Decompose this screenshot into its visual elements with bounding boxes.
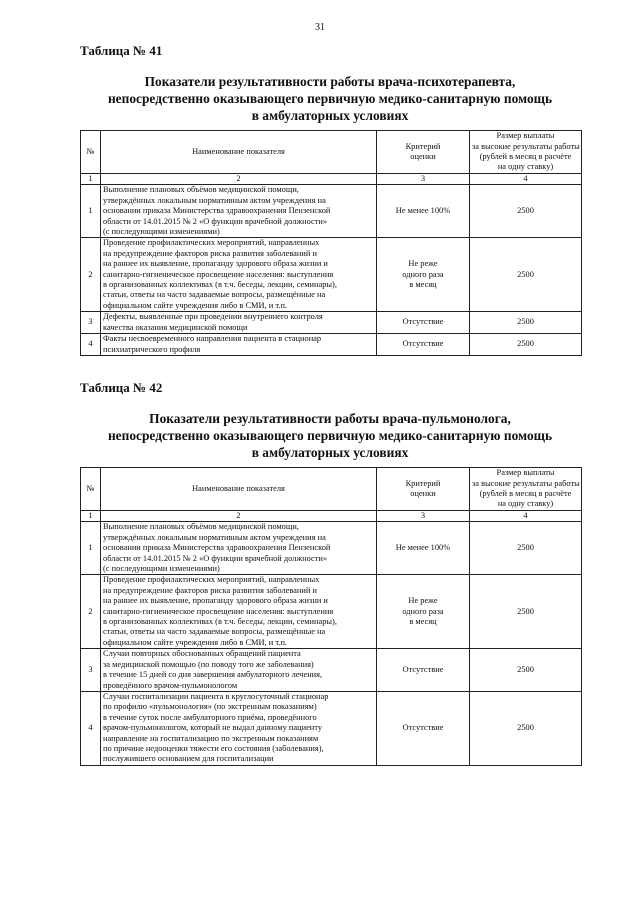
indicator-name-line: Случаи госпитализации пациента в круглосуточный стационар — [103, 691, 329, 701]
indicator-name — [101, 522, 377, 575]
table-title-line: непосредственно оказывающего первичную медико-санитарную помощь — [107, 428, 553, 443]
criterion — [377, 575, 470, 649]
column-number: 4 — [470, 511, 582, 522]
header-name: Наименование показателя — [101, 131, 377, 174]
table-label: Таблица № 41 — [80, 43, 163, 58]
header-criterion-line: Критерий — [405, 141, 441, 151]
criterion — [377, 691, 470, 765]
criterion — [377, 522, 470, 575]
header-criterion — [377, 468, 470, 511]
indicator-name-line: послужившего основанием для госпитализации — [103, 754, 274, 764]
header-criterion-line: оценки — [410, 152, 436, 161]
indicator-name — [101, 334, 377, 356]
row-number: 1 — [81, 185, 101, 238]
table-row — [81, 334, 582, 356]
criterion-line: Не реже — [408, 259, 438, 269]
column-number: 4 — [470, 174, 582, 185]
indicator-name-line: Случаи повторных обоснованных обращений пациента — [103, 649, 301, 659]
criterion — [377, 649, 470, 692]
header-payment-line: на одну ставку) — [497, 499, 554, 509]
header-name: Наименование показателя — [101, 468, 377, 511]
indicator-name — [101, 649, 377, 692]
criterion-line: Отсутствие — [402, 317, 444, 327]
indicator-name-line: психиатрического профиля — [103, 344, 201, 354]
column-number-row — [81, 174, 582, 185]
indicator-name-line: Выполнение плановых объёмов медицинской помощи, — [103, 185, 299, 195]
criterion-line: Не менее 100% — [395, 543, 451, 553]
indicator-name-line: официальном сайте учреждения либо в СМИ, и т.п. — [103, 300, 288, 310]
header-payment-line: на одну ставку) — [497, 162, 554, 172]
header-row — [81, 131, 582, 174]
column-number: 2 — [101, 174, 377, 185]
criterion-line: Не менее 100% — [395, 206, 451, 216]
payment-amount: 2500 — [470, 691, 582, 765]
criterion-line: в месяц — [409, 280, 437, 290]
indicator-name-line: проведённого врачом-пульмонологом — [103, 680, 238, 690]
indicator-name-line: Проведение профилактических мероприятий, направленных — [103, 575, 320, 585]
indicator-name-line: области от 14.01.2015 № 2 «О функции врачебной должности» — [103, 553, 328, 563]
indicator-name-line: по профилю «пульмонология» (по экстренным показаниям) — [103, 702, 317, 712]
criterion — [377, 312, 470, 334]
header-payment-line: Размер выплаты — [496, 468, 555, 478]
table-title — [80, 73, 580, 124]
indicator-name-line: основании приказа Министерства здравоохранения Пензенской — [103, 543, 331, 553]
criterion — [377, 185, 470, 238]
indicator-name — [101, 185, 377, 238]
column-number-row — [81, 511, 582, 522]
header-payment-line: за высокие результаты работы — [472, 478, 580, 488]
indicator-name-line: за медицинской помощью (по поводу того же заболевания) — [103, 659, 314, 669]
indicator-name-line: в течение 15 дней со дня завершения амбулаторного лечения, — [103, 670, 323, 680]
header-payment — [470, 468, 582, 511]
indicator-name — [101, 575, 377, 649]
row-number: 4 — [81, 334, 101, 356]
indicator-name-line: области от 14.01.2015 № 2 «О функции врачебной должности» — [103, 216, 328, 226]
indicator-name-line: врачом-пульмонологом, который не выдал данному пациенту — [103, 723, 323, 733]
table-label: Таблица № 42 — [80, 380, 163, 395]
indicator-name-line: статьи, ответы на часто задаваемые вопросы, размещённые на — [103, 627, 326, 637]
header-row — [81, 468, 582, 511]
indicator-name-line: основании приказа Министерства здравоохранения Пензенской — [103, 206, 331, 216]
indicator-name-line: на предупреждение факторов риска развития заболеваний и — [103, 248, 317, 258]
table-title-line: в амбулаторных условиях — [251, 108, 409, 123]
table-row — [81, 238, 582, 312]
header-num: № — [81, 468, 101, 511]
payment-amount: 2500 — [470, 238, 582, 312]
indicator-name-line: в течение суток после амбулаторного приёма, проведённого — [103, 712, 317, 722]
table-row — [81, 691, 582, 765]
indicator-name-line: Выполнение плановых объёмов медицинской помощи, — [103, 522, 299, 532]
payment-amount: 2500 — [470, 312, 582, 334]
header-payment — [470, 131, 582, 174]
payment-amount: 2500 — [470, 185, 582, 238]
indicator-name-line: Дефекты, выявленные при проведении внутреннего контроля — [103, 312, 323, 322]
payment-amount: 2500 — [470, 575, 582, 649]
column-number: 3 — [377, 174, 470, 185]
indicator-name-line: на раннее их выявление, пропаганду здорового образа жизни и — [103, 259, 328, 269]
column-number: 2 — [101, 511, 377, 522]
indicator-name-line: официальном сайте учреждения либо в СМИ, и т.п. — [103, 637, 288, 647]
indicator-name-line: санитарно-гигиеническое просвещение населения: выступления — [103, 606, 334, 616]
criterion — [377, 238, 470, 312]
payment-amount: 2500 — [470, 649, 582, 692]
column-number: 1 — [81, 511, 101, 522]
row-number: 3 — [81, 649, 101, 692]
indicator-name-line: направление на госпитализацию по экстренным показаниям — [103, 733, 319, 743]
indicator-name-line: в организованных коллективах (в т.ч. беседы, лекции, семинары), — [103, 617, 337, 627]
header-payment-line: Размер выплаты — [496, 131, 555, 141]
table-title-line: Показатели результативности работы врача-пульмонолога, — [149, 411, 511, 426]
indicators-table-41 — [80, 130, 582, 356]
indicator-name-line: Факты несвоевременного направления пациента в стационар — [103, 334, 322, 344]
indicator-name-line: Проведение профилактических мероприятий, направленных — [103, 238, 320, 248]
indicator-name-line: по причине недооценки тяжести его состояния (заболевания), — [103, 743, 324, 753]
criterion-line: Отсутствие — [402, 339, 444, 349]
indicators-table-42 — [80, 467, 582, 766]
header-payment-line: (рублей в месяц в расчёте — [479, 152, 572, 161]
table-row — [81, 312, 582, 334]
table-row — [81, 522, 582, 575]
table-row — [81, 649, 582, 692]
row-number: 2 — [81, 575, 101, 649]
criterion — [377, 334, 470, 356]
criterion-line: одного раза — [402, 606, 444, 616]
row-number: 4 — [81, 691, 101, 765]
indicator-name-line: (с последующими изменениями) — [103, 564, 220, 574]
header-num: № — [81, 131, 101, 174]
indicator-name — [101, 238, 377, 312]
table-row — [81, 185, 582, 238]
indicator-name-line: в организованных коллективах (в т.ч. беседы, лекции, семинары), — [103, 280, 337, 290]
indicator-name-line: утверждённых локальным нормативным актом учреждения на — [103, 532, 326, 542]
indicator-name-line: качества оказания медицинской помощи — [103, 322, 248, 332]
indicator-name-line: утверждённых локальным нормативным актом учреждения на — [103, 195, 326, 205]
page-number: 31 — [315, 22, 325, 33]
criterion-line: Отсутствие — [402, 723, 444, 733]
table-title — [80, 410, 580, 461]
header-payment-line: (рублей в месяц в расчёте — [479, 489, 572, 498]
indicator-name — [101, 312, 377, 334]
payment-amount: 2500 — [470, 522, 582, 575]
indicator-name-line: на раннее их выявление, пропаганду здорового образа жизни и — [103, 596, 328, 606]
table-title-line: Показатели результативности работы врача-психотерапевта, — [144, 74, 516, 89]
indicator-name-line: (с последующими изменениями) — [103, 227, 220, 237]
indicator-name — [101, 691, 377, 765]
header-criterion-line: оценки — [410, 489, 436, 498]
criterion-line: в месяц — [409, 617, 437, 627]
criterion-line: Не реже — [408, 596, 438, 606]
table-row — [81, 575, 582, 649]
table-title-line: в амбулаторных условиях — [251, 445, 409, 460]
criterion-line: одного раза — [402, 269, 444, 279]
table-title-line: непосредственно оказывающего первичную медико-санитарную помощь — [107, 91, 553, 106]
header-payment-line: за высокие результаты работы — [472, 141, 580, 151]
row-number: 1 — [81, 522, 101, 575]
payment-amount: 2500 — [470, 334, 582, 356]
indicator-name-line: статьи, ответы на часто задаваемые вопросы, размещённые на — [103, 290, 326, 300]
column-number: 1 — [81, 174, 101, 185]
row-number: 2 — [81, 238, 101, 312]
row-number: 3 — [81, 312, 101, 334]
header-criterion — [377, 131, 470, 174]
indicator-name-line: на предупреждение факторов риска развития заболеваний и — [103, 585, 317, 595]
indicator-name-line: санитарно-гигиеническое просвещение населения: выступления — [103, 269, 334, 279]
header-criterion-line: Критерий — [405, 478, 441, 488]
column-number: 3 — [377, 511, 470, 522]
criterion-line: Отсутствие — [402, 664, 444, 674]
